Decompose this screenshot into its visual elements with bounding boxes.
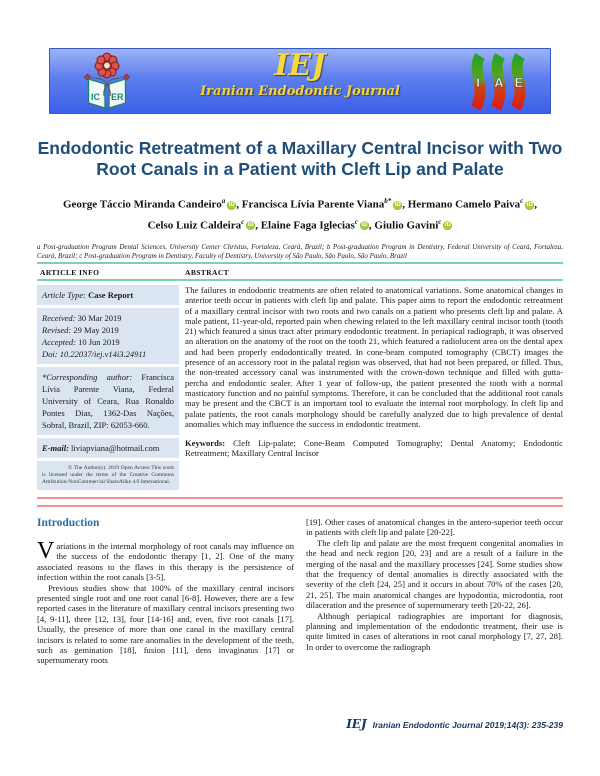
author-affiliation-mark: c	[354, 217, 358, 226]
footer-journal-logo: IEJ	[346, 717, 367, 731]
iae-letter-i: I	[476, 75, 480, 90]
email-block	[37, 438, 179, 458]
body-right-column	[306, 517, 563, 666]
revised-label: Revised:	[42, 325, 72, 335]
page-footer	[37, 715, 563, 733]
intro-paragraph-1-text: ariations in the internal morphology of root canals may influence on the success of the endodontic therapy [1, 2]. One of the many associated reasons to the flaws in this therapy is the persistence of infection within the root canals [3-5].	[37, 541, 294, 583]
section-header-row	[37, 262, 563, 281]
article-type-label: Article Type:	[42, 290, 86, 300]
divider-rule	[37, 505, 563, 507]
author-name: Elaine Faga Iglecias	[260, 219, 355, 232]
iae-logo-icon	[462, 53, 534, 111]
accepted-label: Accepted:	[42, 337, 76, 347]
author-name: Celso Luiz Caldeira	[147, 219, 242, 232]
intro-paragraph-3: [19]. Other cases of anatomical changes in the antero-superior teeth occur in patients with cleft lip and palate [20-22].	[306, 517, 563, 538]
icer-letters-left: IC	[91, 92, 100, 102]
keywords-label: Keywords:	[185, 438, 226, 449]
article-info-column	[37, 285, 179, 493]
journal-banner	[49, 48, 551, 114]
author-affiliation-mark: a	[221, 197, 226, 205]
orcid-icon[interactable]: iD	[444, 222, 451, 229]
journal-name: Iranian Endodontic Journal	[200, 84, 400, 99]
corresponding-author-block	[37, 367, 179, 435]
icer-letters-right: ER	[111, 92, 124, 102]
email-label: E-mail:	[42, 443, 69, 453]
copyright-notice: © The Author(s). 2019 Open Access This work is licensed under the terms of the Creative Commons Attribution-NonCommercial ShareAlike 4.0 International.	[37, 461, 179, 490]
doi-row	[42, 348, 174, 360]
orcid-icon[interactable]: iD	[394, 201, 401, 208]
intro-paragraph-4: The cleft lip and palate are the most frequent congenital anomalies in the head and neck region [20, 23] and are a result of a failure in the merging of the nasal and the maxillary processes [24]. Some studies show that the frequency of dental anomalies is directly associated with the severity of the cleft [24, 25] and it occurs in about 70% of the cases [20, 21, 25]. The main anatomical changes are hypodontia, microdontia, root dilaceration and the presence of supernumerary teeth [20-22, 26].	[306, 537, 563, 611]
intro-paragraph-1	[37, 538, 294, 583]
author-separator: ,	[255, 219, 261, 232]
author-separator: ,	[368, 219, 375, 232]
author-list	[40, 193, 560, 234]
orcid-icon[interactable]: iD	[228, 201, 235, 208]
email-link[interactable]: liviapviana@hotmail.com	[71, 443, 160, 453]
abstract-column	[185, 285, 563, 493]
author-name: Francisca Lívia Parente Viana	[241, 198, 385, 211]
abstract-heading: ABSTRACT	[185, 268, 230, 277]
affiliations: a Post-graduation Program Dental Sciences, University Center Christus, Fortaleza, Ceará, Brazil; b Post-graduation Program in Dentistry, Federal University of Ceará, Fortaleza, Ceará, Brazil; c Post-graduation Program in Dentistry, Faculty of Dentistry, University of São Paulo, São Paulo, São Paulo, Brazil	[37, 243, 563, 260]
body-left-column	[37, 517, 294, 666]
article-type-value: Case Report	[88, 290, 134, 300]
dropcap-letter: V	[37, 538, 55, 564]
intro-paragraph-2: Previous studies show that 100% of the maxillary central incisors presented single root and one root canal [6-8]. However, there are a few reported cases in the literature of maxillary central incisors presenting two [4, 9-11], three [12, 13], four [14-16] and, even, five root canals [17]. Usually, the presence of more than one canal in the maxillary central incisors is related to some rare anomalies in the development of the teeth, such as gemination [18], fusion [11], dens invaginatus [17] or supernumerary roots	[37, 582, 294, 666]
received-label: Received:	[42, 313, 76, 323]
abstract-text: The failures in endodontic treatments are often related to anatomical variations. Some anatomical changes in anterior teeth occur in patients with cleft lip and palate. This paper aims to report the endodontic retreatment of a maxillary central incisor with two roots and two canals on a patient who presents cleft lip and palate. A male patient, 11-year-old, reported pain when chewing related to the left maxillary central incisor tooth (tooth 21) which featured a sinus tract after primary endodontic treatment. In periapical radiograph, it was observed an alteration on the anatomy of the root on the tooth 21, which featured a radiolucent area on the dental apex and had been properly endodontically treated. In cone-beam computed tomography (CBCT) images the presence of an accessory root in the palatal region was observed, that had not been prepared, or filled. Thus, the non-treated accessory canal was instrumented with the crown-down technique and filled with gutta-percha and endodontic sealer. After 1 year of follow-up, the patient presented the tooth with a normal masticatory function and no painful symptoms. Therefore, it can be concluded that the additional root canals may be present and the CBCT is an important tool to evaluate the internal root morphology. In cleft lip and palate patients, the root canals morphology should be carefully analyzed due to high prevalence of dental anomalies which may influence the success in endodontic treatment.	[185, 285, 563, 429]
doi-value: 10.22037/iej.v14i3.24911	[59, 349, 147, 359]
keywords-row	[185, 438, 563, 459]
orcid-icon[interactable]: iD	[526, 201, 533, 208]
journal-initials: IEJ	[274, 48, 326, 83]
iae-letter-e: E	[514, 75, 524, 90]
revised-row	[42, 324, 174, 336]
corresponding-author-value: Francisca Lívia Parente Viana, Federal University of Ceara, Rua Ronaldo Pontes Dias, 1362-Das Nações, Sobral, Brazil, ZIP: 62053-660.	[42, 372, 174, 430]
dates-block	[37, 308, 179, 364]
author-separator: ,	[402, 198, 408, 211]
author-affiliation-mark: b*	[384, 197, 392, 205]
accepted-row	[42, 336, 174, 348]
intro-paragraph-5: Although periapical radiographies are important for diagnosis, planning and implementation of the endodontic treatment, their use is quite limited in cases of alterations in root canal morphology [7, 27, 28]. In order to overcome the radiograph	[306, 610, 563, 652]
orcid-icon[interactable]: iD	[361, 222, 368, 229]
corresponding-author-label: *Corresponding author:	[42, 372, 133, 382]
introduction-heading: Introduction	[37, 517, 100, 529]
author-affiliation-mark: c	[241, 217, 245, 226]
article-type-block	[37, 285, 179, 305]
author-affiliation-mark: c	[438, 217, 442, 226]
info-abstract-columns	[37, 285, 563, 493]
received-row	[42, 312, 174, 324]
accepted-value: 10 Jun 2019	[78, 337, 120, 347]
author-affiliation-mark: c	[520, 197, 524, 205]
divider-rule	[37, 497, 563, 499]
doi-label: Doi:	[42, 349, 58, 359]
body-columns	[37, 517, 563, 666]
author-separator: ,	[534, 198, 538, 211]
keywords-value: Cleft Lip-palate; Cone-Beam Computed Tomography; Dental Anatomy; Endodontic Retreatment; Maxillary Central Incisor	[185, 438, 563, 459]
footer-citation: Iranian Endodontic Journal 2019;14(3): 235-239	[372, 720, 563, 730]
author-separator: ,	[236, 198, 242, 211]
author-name: Giulio Gavini	[374, 219, 439, 232]
orcid-icon[interactable]: iD	[247, 222, 254, 229]
article-info-heading: ARTICLE INFO	[40, 268, 100, 277]
author-name: George Táccio Miranda Candeiro	[62, 198, 222, 211]
received-value: 30 Mar 2019	[77, 313, 122, 323]
author-name: Hermano Camelo Paiva	[407, 198, 521, 211]
iae-letter-a: A	[494, 75, 504, 90]
article-title: Endodontic Retreatment of a Maxillary Central Incisor with Two Root Canals in a Patient with Cleft Lip and Palate	[37, 138, 563, 179]
revised-value: 29 May 2019	[73, 325, 119, 335]
